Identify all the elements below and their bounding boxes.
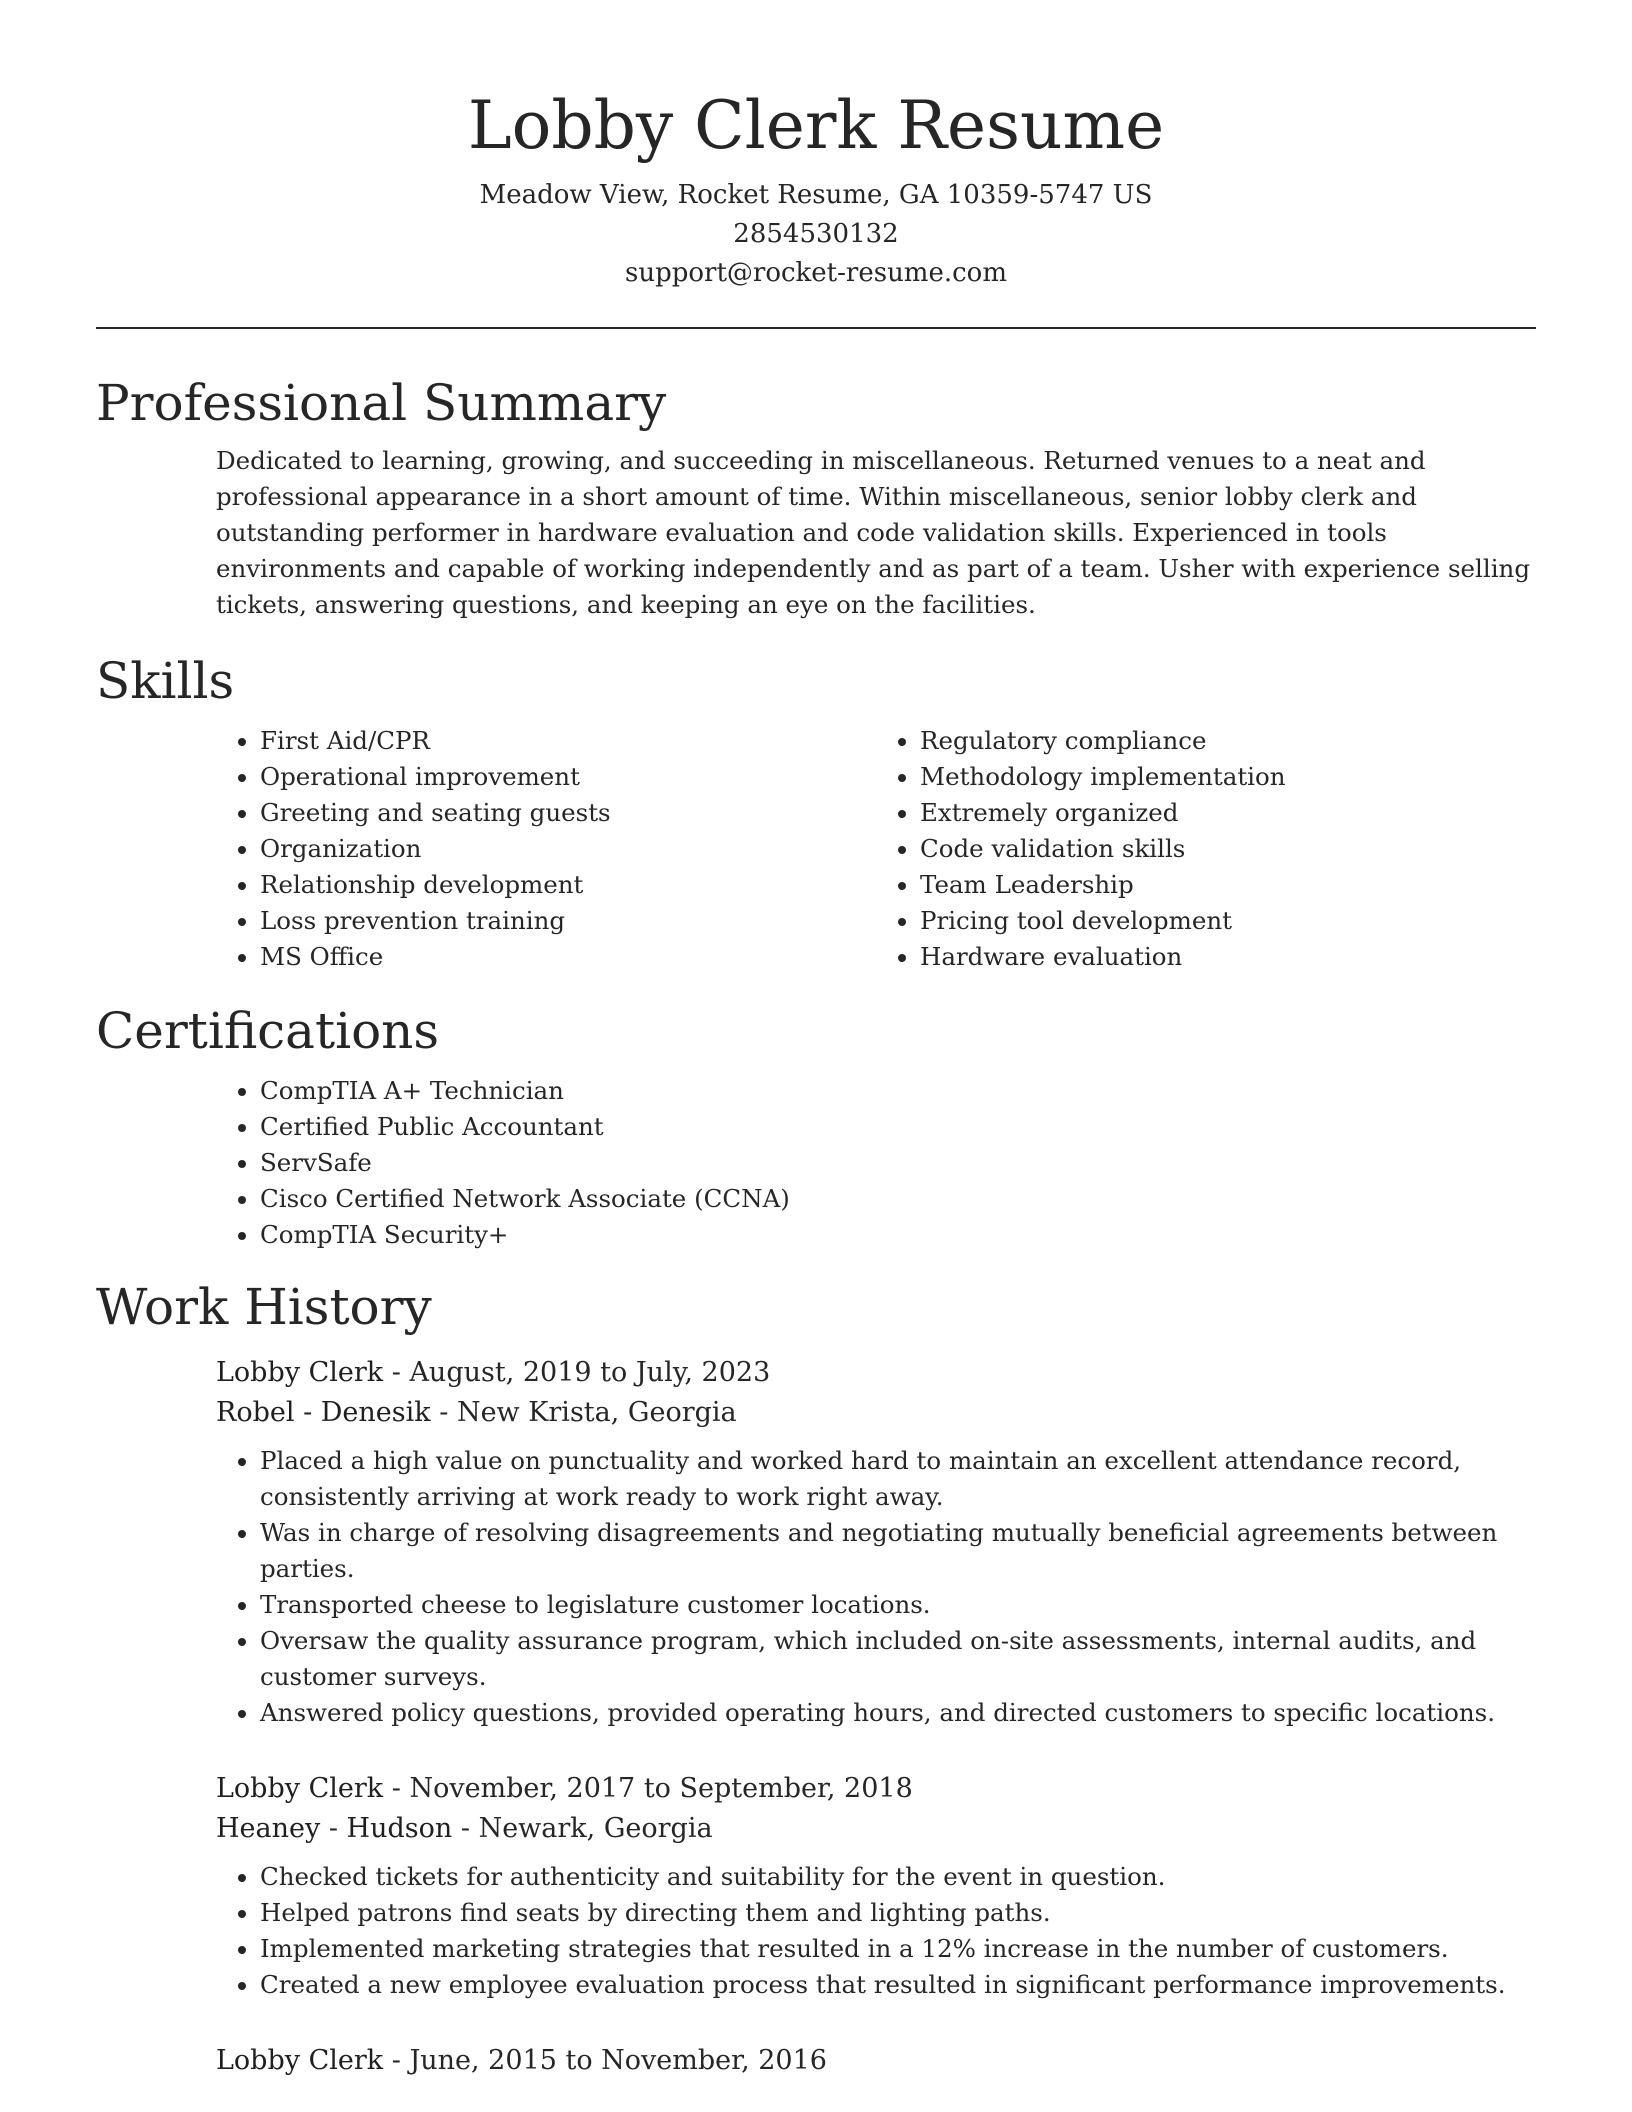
job-dates: November, 2017 to September, 2018 (409, 1773, 913, 1804)
company-name: Heaney (216, 1813, 321, 1844)
work-history-section (96, 1277, 1536, 2081)
skills-columns (216, 723, 1536, 975)
skill-item: • Organization (260, 831, 876, 867)
contact-info (96, 176, 1536, 293)
company-name: Robel (216, 1397, 295, 1428)
separator: - (383, 1773, 410, 1804)
certifications-heading: Certifications (96, 1002, 440, 1060)
skill-item: • Loss prevention training (260, 903, 876, 939)
certification-item: • CompTIA A+ Technician (260, 1073, 1536, 1109)
separator: - (383, 1357, 410, 1388)
resume-title: Lobby Clerk Resume (467, 87, 1165, 164)
skill-item: • Code validation skills (920, 831, 1536, 867)
duty-item: • Answered policy questions, provided operating hours, and directed customers to specific locations. (260, 1695, 1536, 1731)
separator: - (430, 1397, 457, 1428)
skills-heading: Skills (96, 652, 235, 710)
job-duties (216, 1443, 1536, 1731)
skill-item: • Methodology implementation (920, 759, 1536, 795)
job-dates: June, 2015 to November, 2016 (409, 2045, 827, 2076)
summary-heading: Professional Summary (96, 374, 667, 432)
skill-item: • Operational improvement (260, 759, 876, 795)
job-entry (216, 2041, 1536, 2081)
duty-item: • Implemented marketing strategies that resulted in a 12% increase in the number of customers. (260, 1931, 1536, 1967)
certification-item: • ServSafe (260, 1145, 1536, 1181)
skills-list-right (876, 723, 1536, 975)
duty-item: • Transported cheese to legislature customer locations. (260, 1587, 1536, 1623)
job-role: Lobby Clerk (216, 1357, 384, 1388)
job-location: Newark, Georgia (478, 1813, 713, 1844)
job-entry (216, 1353, 1536, 1731)
certifications-list (216, 1073, 1536, 1253)
job-company-line (216, 1393, 1536, 1433)
skill-item: • Relationship development (260, 867, 876, 903)
job-title-line (216, 1353, 1536, 1393)
separator: - (383, 2045, 410, 2076)
job-role: Lobby Clerk (216, 2045, 384, 2076)
duty-item: • Created a new employee evaluation process that resulted in significant performance improvements. (260, 1967, 1536, 2003)
job-location: New Krista, Georgia (456, 1397, 737, 1428)
certification-item: • CompTIA Security+ (260, 1217, 1536, 1253)
duty-item: • Helped patrons find seats by directing them and lighting paths. (260, 1895, 1536, 1931)
job-company-line (216, 1809, 1536, 1849)
summary-section (96, 373, 1536, 623)
skill-item: • Extremely organized (920, 795, 1536, 831)
duty-item: • Placed a high value on punctuality and worked hard to maintain an excellent attendance record, consistently arriving at work ready to work right away. (260, 1443, 1536, 1515)
skill-item: • Pricing tool development (920, 903, 1536, 939)
certification-item: • Cisco Certified Network Associate (CCNA) (260, 1181, 1536, 1217)
job-duties (216, 1859, 1536, 2003)
duty-item: • Oversaw the quality assurance program, which included on-site assessments, internal audits, and customer surveys. (260, 1623, 1536, 1695)
contact-phone: 2854530132 (733, 219, 899, 249)
skills-section (96, 651, 1536, 975)
contact-email: support@rocket-resume.com (624, 258, 1007, 288)
summary-text: Dedicated to learning, growing, and succeeding in miscellaneous. Returned venues to a neat and professional appearance in a short amount of time. Within miscellaneous, senior lobby clerk and outstanding performer in hardware evaluation and code validation skills. Experienced in tools environments and capable of working independently and as part of a team. Usher with experience selling tickets, answering questions, and keeping an eye on the facilities. (216, 446, 1531, 619)
skill-item: • MS Office (260, 939, 876, 975)
skill-item: • Hardware evaluation (920, 939, 1536, 975)
header-divider (96, 327, 1536, 329)
skill-item: • First Aid/CPR (260, 723, 876, 759)
duty-item: • Was in charge of resolving disagreements and negotiating mutually beneficial agreements between parties. (260, 1515, 1536, 1587)
job-dates: August, 2019 to July, 2023 (409, 1357, 771, 1388)
work-history-heading: Work History (96, 1278, 432, 1336)
resume-page (96, 0, 1536, 2081)
separator: - (452, 1813, 479, 1844)
separator: - (294, 1397, 321, 1428)
skill-item: • Team Leadership (920, 867, 1536, 903)
company-name: Hudson (346, 1813, 453, 1844)
job-title-line (216, 2041, 1536, 2081)
duty-item: • Checked tickets for authenticity and suitability for the event in question. (260, 1859, 1536, 1895)
separator: - (320, 1813, 347, 1844)
certifications-section (96, 1001, 1536, 1253)
certification-item: • Certified Public Accountant (260, 1109, 1536, 1145)
company-name: Denesik (320, 1397, 431, 1428)
job-entry (216, 1769, 1536, 2003)
skills-list-left (216, 723, 876, 975)
skill-item: • Greeting and seating guests (260, 795, 876, 831)
job-role: Lobby Clerk (216, 1773, 384, 1804)
job-title-line (216, 1769, 1536, 1809)
contact-address: Meadow View, Rocket Resume, GA 10359-5747 US (479, 180, 1153, 210)
skill-item: • Regulatory compliance (920, 723, 1536, 759)
resume-header (96, 0, 1536, 293)
